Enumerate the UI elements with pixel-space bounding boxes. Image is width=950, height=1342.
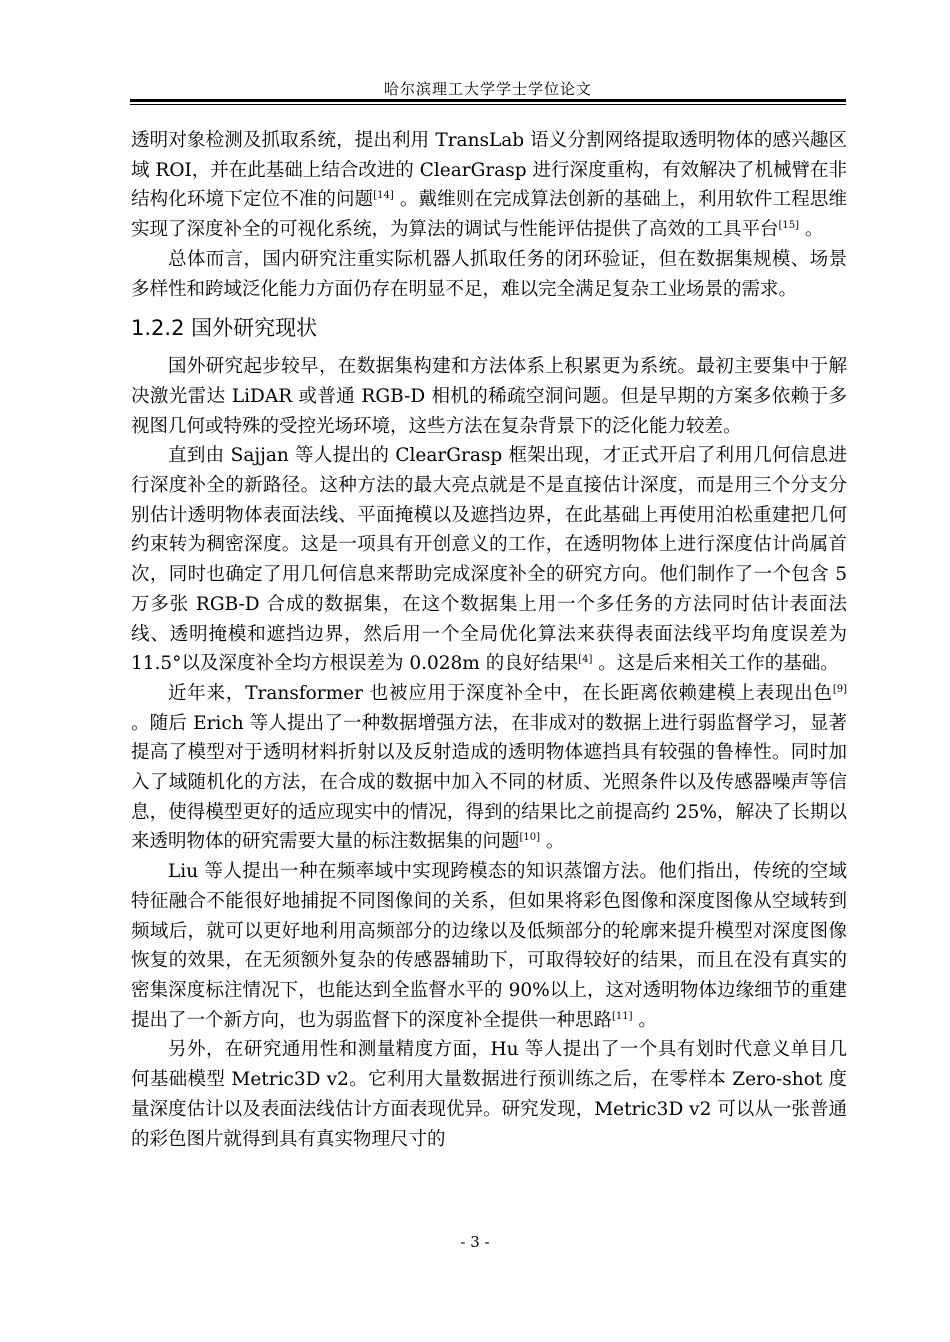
paragraph-metric3d: 另外，在研究通用性和测量精度方面，Hu 等人提出了一个具有划时代意义单目几何基础模型 Metric3D v2。它利用大量数据进行预训练之后，在零样本 Zero-shot 度量深度估计以及表面法线估计方面表现优异。研究发现，Metric3D v2 可以从一张普通的彩色图片就得到具有真实物理尺寸的 <box>131 1039 847 1150</box>
citation-4: [4] <box>578 654 593 666</box>
paragraph-frequency-distillation <box>131 857 847 1035</box>
paragraph-summary: 总体而言，国内研究注重实际机器人抓取任务的闭环验证，但在数据集规模、场景多样性和跨域泛化能力方面仍存在明显不足，难以完全满足复杂工业场景的需求。 <box>131 248 847 300</box>
citation-9: [9] <box>832 683 847 695</box>
citation-11: [11] <box>612 1010 633 1022</box>
citation-14: [14] <box>373 190 394 202</box>
page-number: - 3 - <box>460 1233 490 1251</box>
header-rule <box>130 99 846 102</box>
paragraph-text: 直到由 Sajjan 等人提出的 ClearGrasp 框架出现，才正式开启了利用几何信息进行深度补全的新路径。这种方法的最大亮点就是不是直接估计深度，而是用三个分支分别估计透明物体表面法线、平面掩模以及遮挡边界，在此基础上再使用泊松重建把几何约束转为稠密深度。这是一项具有开创意义的工作，在透明物体上进行深度估计尚属首次，同时也确定了用几何信息来帮助完成深度补全的研究方向。他们制作了一个包含 5 万多张 RGB-D 合成的数据集，在这个数据集上用一个多任务的方法同时估计表面法线、透明掩模和遮挡边界，然后用一个全局优化算法来获得表面法线平均角度误差为 11.5°以及深度补全均方根误差为 0.028m 的良好结果 <box>131 445 847 675</box>
paragraph-text: 。 <box>799 219 824 241</box>
paragraph-text: 透明对象检测及抓取系统，提出利用 TransLab 语义分割网络提取透明物体的感兴趣区域 ROI，并在此基础上结合改进的 ClearGrasp 进行深度重构，有效解决了机械臂在非结构化环境下定位不准的问题 <box>131 130 847 211</box>
paragraph-cleargrasp <box>131 441 847 679</box>
paragraph-text: 。 <box>632 1009 657 1031</box>
paragraph-transformer <box>131 679 847 857</box>
section-heading: 1.2.2 国外研究现状 <box>131 316 318 341</box>
paragraph-text: 。戴维则在完成算法创新的基础上，利用软件工程思维实现了深度补全的可视化系统，为算法的调试与性能评估提供了高效的工具平台 <box>131 189 847 241</box>
body-text <box>131 126 847 1154</box>
paragraph-text: Liu 等人提出一种在频率域中实现跨模态的知识蒸馏方法。他们指出，传统的空域特征融合不能很好地捕捉不同图像间的关系，但如果将彩色图像和深度图像从空域转到频域后，就可以更好地利用高频部分的边缘以及低频部分的轮廓来提升模型对深度图像恢复的效果，在无须额外复杂的传感器辅助下，可取得较好的结果，而且在没有真实的密集深度标注情况下，也能达到全监督水平的 90%以上，这对透明物体边缘细节的重建提出了一个新方向，也为弱监督下的深度补全提供一种思路 <box>131 861 847 1031</box>
running-header: 哈尔滨理工大学学士学位论文 <box>383 80 592 98</box>
citation-10: [10] <box>519 832 541 844</box>
paragraph-text: 。这是后来相关工作的基础。 <box>592 653 839 675</box>
paragraph-text: 。随后 Erich 等人提出了一种数据增强方法，在非成对的数据上进行弱监督学习，显著提高了模型对于透明材料折射以及反射造成的透明物体遮挡具有较强的鲁棒性。同时加入了域随机化的方法，在合成的数据中加入不同的材质、光照条件以及传感器噪声等信息，使得模型更好的适应现实中的情况，得到的结果比之前提高约 25%，解决了长期以来透明物体的研究需要大量的标注数据集的问题 <box>131 712 847 853</box>
paragraph-foreign-intro: 国外研究起步较早，在数据集构建和方法体系上积累更为系统。最初主要集中于解决激光雷达 LiDAR 或普通 RGB-D 相机的稀疏空洞问题。但是早期的方案多依赖于多视图几何或特殊的受控光场环境，这些方法在复杂背景下的泛化能力较差。 <box>131 356 847 437</box>
paragraph-continued <box>131 126 847 245</box>
paragraph-text: 。 <box>540 831 565 853</box>
paragraph-text: 近年来，Transformer 也被应用于深度补全中，在长距离依赖建模上表现出色 <box>168 682 833 704</box>
header-rule-thin <box>130 104 846 105</box>
citation-15: [15] <box>778 220 800 232</box>
